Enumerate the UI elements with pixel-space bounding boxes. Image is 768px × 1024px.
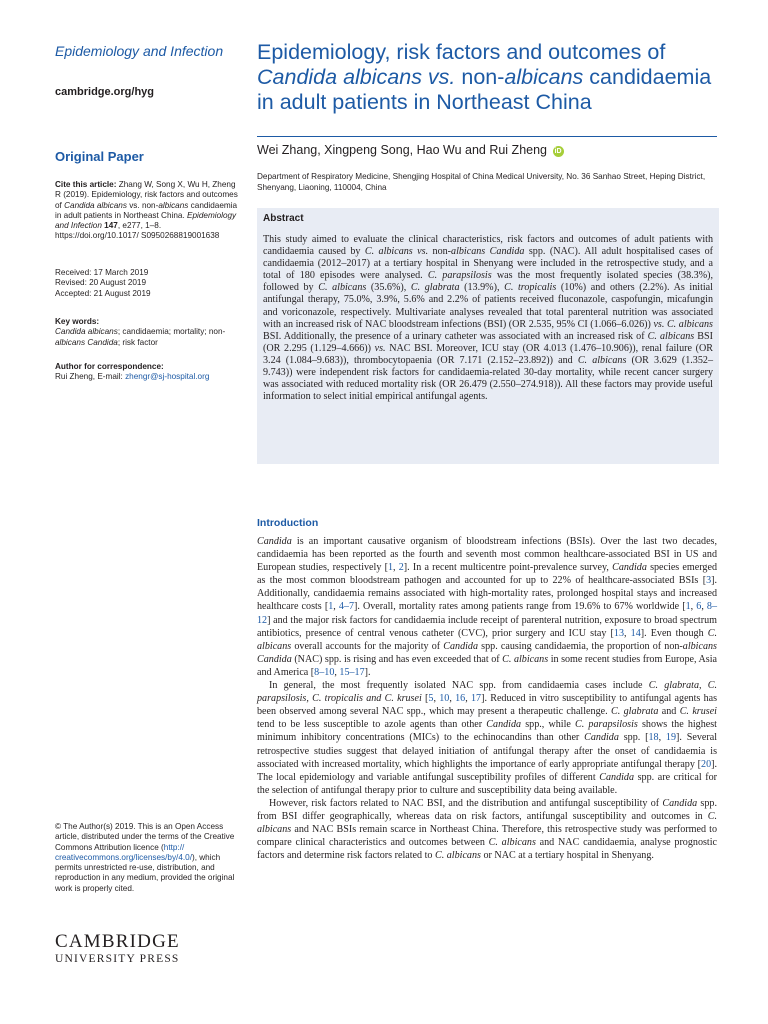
license-text-2: ), which permits unrestricted re-use, distribution, and reproduction in any medium, provided the original work is properly cited. xyxy=(55,852,235,893)
abstract-seg: spp. (NAC). All adult hospitalised cases of candidaemia (2012–2017) at a tertiary hospital in Shenyang were included in the retrospective study, and a total of 180 episodes were analysed. xyxy=(263,246,713,282)
publisher-line-2: UNIVERSITY PRESS xyxy=(55,953,180,965)
citation-link[interactable]: 19 xyxy=(665,732,677,744)
abstract-seg: BSI (OR 2.295 (1.129–4.666)) xyxy=(263,330,714,354)
journal-url[interactable]: cambridge.org/hyg xyxy=(55,86,155,98)
intro-seg: ]. In a recent multicentre point-prevalence survey, xyxy=(403,562,613,574)
intro-seg: ]. The local epidemiology and variable antifungal susceptibility profiles of different xyxy=(257,758,717,783)
abstract-heading: Abstract xyxy=(263,213,304,224)
intro-seg: , xyxy=(465,693,471,705)
intro-seg: spp. [ xyxy=(618,732,649,744)
abstract-seg: non- xyxy=(428,246,452,258)
citation-link[interactable]: 17 xyxy=(470,693,482,705)
intro-seg: ]. Even though xyxy=(640,627,708,639)
intro-seg: , xyxy=(393,562,399,574)
license-link[interactable]: http:// creativecommons.org/licenses/by/4.0/ xyxy=(55,842,192,862)
correspondence-block xyxy=(55,362,243,383)
cite-rest: candidaemia in adult patients in Northeast China. xyxy=(55,200,238,220)
abstract-italic: C. albicans vs. xyxy=(364,246,429,258)
keywords-list xyxy=(55,327,243,348)
license-block xyxy=(55,822,243,894)
intro-seg: shows the highest minimum inhibitory concentrations (MICs) to the echinocandins than other xyxy=(257,719,717,744)
intro-italic: Candida xyxy=(443,640,479,652)
keywords-block xyxy=(55,317,243,348)
intro-seg: spp., while xyxy=(521,719,576,731)
correspondence-label: Author for correspondence: xyxy=(55,362,164,371)
abstract-seg: (13.9%), xyxy=(459,282,505,294)
abstract-italic: C. tropicalis xyxy=(504,282,557,294)
keyword-candida-albicans: Candida albicans xyxy=(55,327,118,337)
citation-link[interactable]: 10 xyxy=(439,693,450,705)
intro-seg: , xyxy=(624,627,631,639)
intro-italic: Candida xyxy=(584,732,619,744)
orcid-icon[interactable]: iD xyxy=(554,148,562,155)
cite-journal: Epidemiology and Infection xyxy=(55,210,237,231)
author-names: Wei Zhang, Xingpeng Song, Hao Wu and Rui Zheng xyxy=(257,143,548,157)
citation-link[interactable]: 1 xyxy=(685,601,691,613)
intro-italic: C. glabrata, C. parapsilosis, C. tropicalis and C. krusei xyxy=(257,680,718,705)
intro-seg: is an important causative organism of bloodstream infections (BSIs). Over the last two decades, candidaemia has been reported as the fourth and seventh most common healthcare-associated BSI in US and European studies, respectively [ xyxy=(257,536,717,574)
cite-vs: vs. non- xyxy=(126,200,159,210)
intro-seg: (NAC) spp. is rising and has even exceeded that of xyxy=(291,653,503,665)
abstract-seg: was the most frequently isolated species (38.3%), followed by xyxy=(263,270,713,294)
intro-seg: ]. Reduced in vitro susceptibility to antifungal agents has been observed among several NAC spp., which may present a therapeutic challenge. xyxy=(257,693,718,718)
intro-italic: C. albicans xyxy=(257,810,717,836)
citation-link[interactable]: 4–7 xyxy=(338,601,354,613)
intro-seg: ] and the major risk factors for candidaemia include receipt of parenteral nutrition, exposure to broad spectrum antibiotics, presence of central venous catheter (CVC), prior surgery and ICU stay [ xyxy=(257,614,717,639)
affiliation: Department of Respiratory Medicine, Shengjing Hospital of China Medical University, No. 36 Sanhao Street, Heping District, Shenyang, Liaoning, 110004, China xyxy=(257,172,706,192)
intro-italic: Candida xyxy=(257,536,292,547)
intro-paragraph-1 xyxy=(257,535,717,679)
intro-seg: , xyxy=(701,601,707,613)
cite-pages-doi[interactable]: , e277, 1–8. https://doi.org/10.1017/ S0950268819001638 xyxy=(55,221,220,241)
intro-italic: C. parapsilosis xyxy=(575,719,638,731)
intro-seg: However, risk factors related to NAC BSI, and the distribution and antifungal susceptibility of xyxy=(269,797,663,809)
abstract-seg: BSI. Additionally, the presence of a urinary catheter was associated with an increased risk of xyxy=(263,330,648,342)
intro-seg: [ xyxy=(421,693,429,705)
paper-type-label: Original Paper xyxy=(55,149,144,164)
abstract-seg: NAC BSI. Moreover, ICU stay (OR 4.013 (1.476–10.906)), renal failure (OR 3.24 (1.084–9.683)), thrombocytopaenia (OR 7.171 (2.152–23.892)) and xyxy=(263,342,713,366)
citation-link[interactable]: 13 xyxy=(613,627,624,639)
abstract-italic: vs. xyxy=(374,342,386,354)
intro-italic: C. albicans xyxy=(434,850,481,862)
keywords-label: Key words: xyxy=(55,317,100,326)
intro-paragraph-2 xyxy=(257,679,717,797)
abstract-seg: (35.6%), xyxy=(366,282,411,294)
abstract-italic: C. albicans xyxy=(318,282,367,294)
abstract-italic: vs. C. albicans xyxy=(653,318,713,330)
citation-link[interactable]: 15–17 xyxy=(339,666,365,678)
intro-seg: , xyxy=(433,693,440,705)
citation-link[interactable]: 2 xyxy=(398,562,404,574)
keyword-text: ; candidaemia; mortality; non- xyxy=(117,327,226,337)
intro-italic: Candida xyxy=(612,562,647,574)
intro-paragraph-3 xyxy=(257,797,717,862)
intro-italic: C. albicans xyxy=(502,653,549,665)
title-part-2: non- xyxy=(455,65,505,89)
citation-link[interactable]: 16 xyxy=(455,693,466,705)
intro-italic: C. albicans xyxy=(488,837,536,849)
intro-seg: , xyxy=(658,732,666,744)
citation-link[interactable]: 14 xyxy=(630,627,641,639)
citation-link[interactable]: 6 xyxy=(696,601,702,613)
correspondence-name: Rui Zheng, E-mail: xyxy=(55,372,126,382)
license-text-1: © The Author(s) 2019. This is an Open Access article, distributed under the terms of the Creative Commons Attribution licence ( xyxy=(55,822,235,852)
cite-authors: Zhang W, Song X, Wu H, Zheng R (2019). Epidemiology, risk factors and outcomes of xyxy=(55,180,238,210)
citation-block xyxy=(55,180,243,242)
cambridge-logo xyxy=(55,932,195,966)
citation-link[interactable]: 1 xyxy=(328,601,334,613)
keyword-albicans-candida: albicans Candida xyxy=(55,337,118,347)
intro-seg: in some recent studies from Europe, Asia and America [ xyxy=(257,653,717,678)
citation-link[interactable]: 18 xyxy=(648,732,659,744)
date-accepted: Accepted: 21 August 2019 xyxy=(55,288,151,298)
citation-link[interactable]: 1 xyxy=(387,562,393,574)
abstract-seg: This study aimed to evaluate the clinical characteristics, risk factors and outcomes of adult patients with candidaemia caused by xyxy=(263,234,713,258)
title-part-3: candidaemia in adult patients in Northeast China xyxy=(257,65,712,114)
dates-block xyxy=(55,268,243,299)
keyword-risk-factor: ; risk factor xyxy=(117,337,158,347)
citation-link[interactable]: 8–10 xyxy=(314,666,335,678)
intro-seg: ]. Overall, mortality rates among patients range from 19.6% to 67% worldwide [ xyxy=(353,601,686,613)
article-title xyxy=(257,40,727,115)
intro-seg: species emerged as the most common bloodstream pathogen and accounted for up to 22% of healthcare-associated BSIs [ xyxy=(257,562,717,587)
intro-seg: spp. from BSI differ geographically, whereas data on risk factors, antifungal susceptibility and outcomes in xyxy=(257,797,717,822)
intro-italic: C. albicans xyxy=(257,627,717,652)
cite-species-2: albicans xyxy=(158,200,189,210)
intro-seg: or NAC at a tertiary hospital in Shenyang. xyxy=(480,850,654,862)
intro-seg: ]. Additionally, candidaemia remains associated with high-mortality rates, prolonged hospital stays and increased healthcare costs [ xyxy=(257,575,717,613)
introduction-body xyxy=(257,535,717,862)
intro-italic: albicans Candida xyxy=(257,640,717,665)
cite-volume: 147 xyxy=(104,221,118,231)
intro-seg: and NAC candidaemia, analyse prognostic factors and determine risk factors related to xyxy=(257,837,718,862)
correspondence-email-link[interactable]: zhengr@sj-hospital.org xyxy=(125,372,210,382)
author-list xyxy=(257,143,564,157)
abstract-seg: (OR 3.629 (1.352–9.743)) were independent risk factors for candidaemia-related 30-day mortality, while recent cancer surgery was associated with reduced mortality risk (OR 26.479 (2.550–274.918)). All these factors may provide useful information to select initial empirical antifungal agents. xyxy=(263,354,713,403)
cite-label: Cite this article: xyxy=(55,180,117,189)
intro-italic: Candida xyxy=(662,797,698,809)
publisher-line-1: CAMBRIDGE xyxy=(55,931,180,952)
abstract-italic: C. albicans xyxy=(647,330,695,342)
intro-seg: and xyxy=(658,706,680,718)
intro-italic: Candida xyxy=(486,719,522,731)
intro-italic: Candida xyxy=(599,771,635,783)
abstract-italic: C. glabrata xyxy=(410,282,460,294)
intro-seg: ]. xyxy=(364,666,371,678)
intro-seg: , xyxy=(690,601,697,613)
intro-seg: In general, the most frequently isolated NAC spp. from candidaemia cases include xyxy=(269,680,649,692)
intro-seg: ]. Several retrospective studies suggest that delayed initiation of antifungal therapy after the onset of candidaemia is associated with increased mortality, which highlights the importance of early appropriate antifungal therapy [ xyxy=(257,732,717,770)
title-part-1: Epidemiology, risk factors and outcomes of xyxy=(257,40,666,64)
date-revised: Revised: 20 August 2019 xyxy=(55,278,147,288)
intro-seg: spp. are critical for the selection of antifungal therapy prior to culture and susceptibility data being available. xyxy=(257,771,718,796)
intro-seg: spp. causing candidaemia, the proportion of non- xyxy=(478,640,683,652)
intro-seg: and NAC BSIs remain scarce in Northeast China. Therefore, this retrospective study was performed to compare clinical characteristics and outcomes between xyxy=(257,824,717,849)
citation-link[interactable]: 3 xyxy=(706,575,712,587)
citation-link[interactable]: 8–12 xyxy=(257,601,718,626)
introduction-heading: Introduction xyxy=(257,517,319,529)
intro-italic: C. krusei xyxy=(679,706,717,718)
abstract-text xyxy=(263,234,713,403)
date-received: Received: 17 March 2019 xyxy=(55,268,149,277)
title-divider xyxy=(257,136,717,137)
citation-link[interactable]: 20 xyxy=(701,758,712,770)
intro-italic: C. glabrata xyxy=(611,706,659,718)
title-italic-2: albicans xyxy=(504,65,584,89)
abstract-italic: albicans Candida xyxy=(451,246,525,258)
intro-seg: , xyxy=(334,666,340,678)
title-italic-1: Candida albicans vs. xyxy=(257,65,456,89)
citation-link[interactable]: 5 xyxy=(428,693,434,705)
intro-seg: tend to be less susceptible to azole agents than other xyxy=(257,719,487,731)
intro-seg: , xyxy=(449,693,456,705)
cite-species-1: Candida albicans xyxy=(64,200,127,210)
abstract-seg: (10%) and others (2.2%). As initial antifungal therapy, 75.0%, 3.9%, 5.6% and 2.2% of patients received fluconazole, caspofungin, micafungin and voriconazole, respectively. Multivariate analyses revealed that total parenteral nutrition was associated with an increased risk of NAC bloodstream infections (BSI) (OR 2.535, 95% CI (1.066–6.026)) xyxy=(263,282,713,330)
intro-seg: overall accounts for the majority of xyxy=(291,640,444,652)
intro-seg: , xyxy=(333,601,339,613)
abstract-italic: C. parapsilosis xyxy=(427,270,492,282)
journal-name: Epidemiology and Infection xyxy=(55,43,224,59)
abstract-italic: C. albicans xyxy=(577,354,627,366)
